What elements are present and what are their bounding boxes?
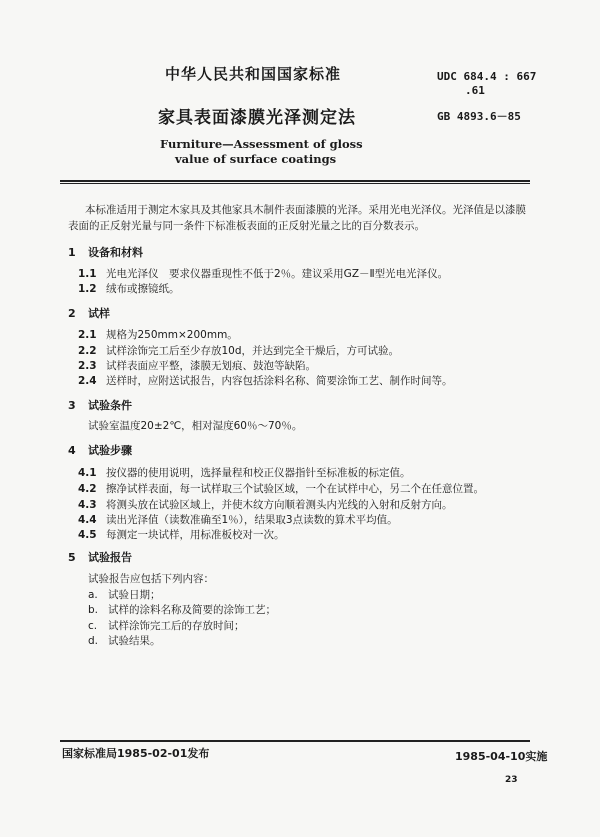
section-1-heading <box>68 244 143 260</box>
intro-line-2: 表面的正反射光量与同一条件下标准板表面的正反射光量之比的百分数表示。 <box>68 220 425 232</box>
list-item: 1.1 光电光泽仪 要求仪器重现性不低于2％。建议采用GZ－Ⅱ型光电光泽仪。 <box>78 268 449 280</box>
header-rule-thin <box>60 183 530 184</box>
section-title: 试样 <box>88 307 110 320</box>
list-item: 2.3 试样表面应平整，漆膜无划痕、鼓泡等缺陷。 <box>78 360 316 372</box>
list-item: 4.2 擦净试样表面，每一试样取三个试验区域，一个在试样中心，另二个在任意位置。 <box>78 483 484 495</box>
list-item: a. 试验日期； <box>88 589 161 601</box>
section-3-body: 试验室温度20±2℃，相对湿度60％～70％。 <box>88 420 303 432</box>
section-5-body: 试验报告应包括下列内容： <box>88 573 214 585</box>
footer-rule <box>60 740 530 742</box>
effective-date: 1985-04-10实施 <box>455 750 548 763</box>
list-item: 1.2 绒布或擦镜纸。 <box>78 283 180 295</box>
list-item: 4.3 将测头放在试验区域上，并使木纹方向顺着测头内光线的入射和反射方向。 <box>78 499 453 511</box>
udc-code-continued: .61 <box>465 84 485 97</box>
section-2-heading <box>68 305 110 321</box>
udc-code: UDC 684.4 : 667 <box>437 70 537 83</box>
section-5-heading <box>68 549 132 565</box>
section-number: 4 <box>68 444 76 457</box>
list-item: 2.4 送样时，应附送试报告，内容包括涂料名称、简要涂饰工艺、制作时间等。 <box>78 375 453 387</box>
section-3-heading <box>68 397 132 413</box>
gb-number: GB 4893.6－85 <box>437 110 521 123</box>
list-item: 2.2 试样涂饰完工后至少存放10d，并达到完全干燥后，方可试验。 <box>78 345 400 357</box>
section-number: 1 <box>68 246 76 259</box>
section-number: 3 <box>68 399 76 412</box>
list-item: 4.4 读出光泽值（读数准确至1％），结果取3点读数的算术平均值。 <box>78 514 398 526</box>
list-item: 4.1 按仪器的使用说明，选择量程和校正仪器指针至标准板的标定值。 <box>78 467 411 479</box>
document-title-en-line1: Furniture—Assessment of gloss <box>160 137 363 151</box>
list-item: d. 试验结果。 <box>88 635 161 647</box>
section-number: 2 <box>68 307 76 320</box>
header-rule <box>60 180 530 182</box>
list-item: 2.1 规格为250mm×200mm。 <box>78 329 238 341</box>
section-4-heading <box>68 442 132 458</box>
national-standard-label: 中华人民共和国国家标准 <box>165 65 342 83</box>
section-title: 设备和材料 <box>88 246 143 259</box>
section-title: 试验步骤 <box>88 444 132 457</box>
issued-date: 国家标准局1985-02-01发布 <box>62 747 210 760</box>
section-number: 5 <box>68 551 76 564</box>
section-title: 试验条件 <box>88 399 132 412</box>
page-number: 23 <box>505 775 518 785</box>
document-title-en-line2: value of surface coatings <box>175 152 337 166</box>
list-item: b. 试样的涂料名称及简要的涂饰工艺； <box>88 604 276 616</box>
intro-line-1: 本标准适用于测定木家具及其他家具木制件表面漆膜的光泽。采用光电光泽仪。光泽值是以漆膜 <box>85 204 526 216</box>
document-title-cn: 家具表面漆膜光泽测定法 <box>158 108 356 128</box>
list-item: 4.5 每测定一块试样，用标准板校对一次。 <box>78 529 285 541</box>
section-title: 试验报告 <box>88 551 132 564</box>
list-item: c. 试样涂饰完工后的存放时间； <box>88 620 245 632</box>
